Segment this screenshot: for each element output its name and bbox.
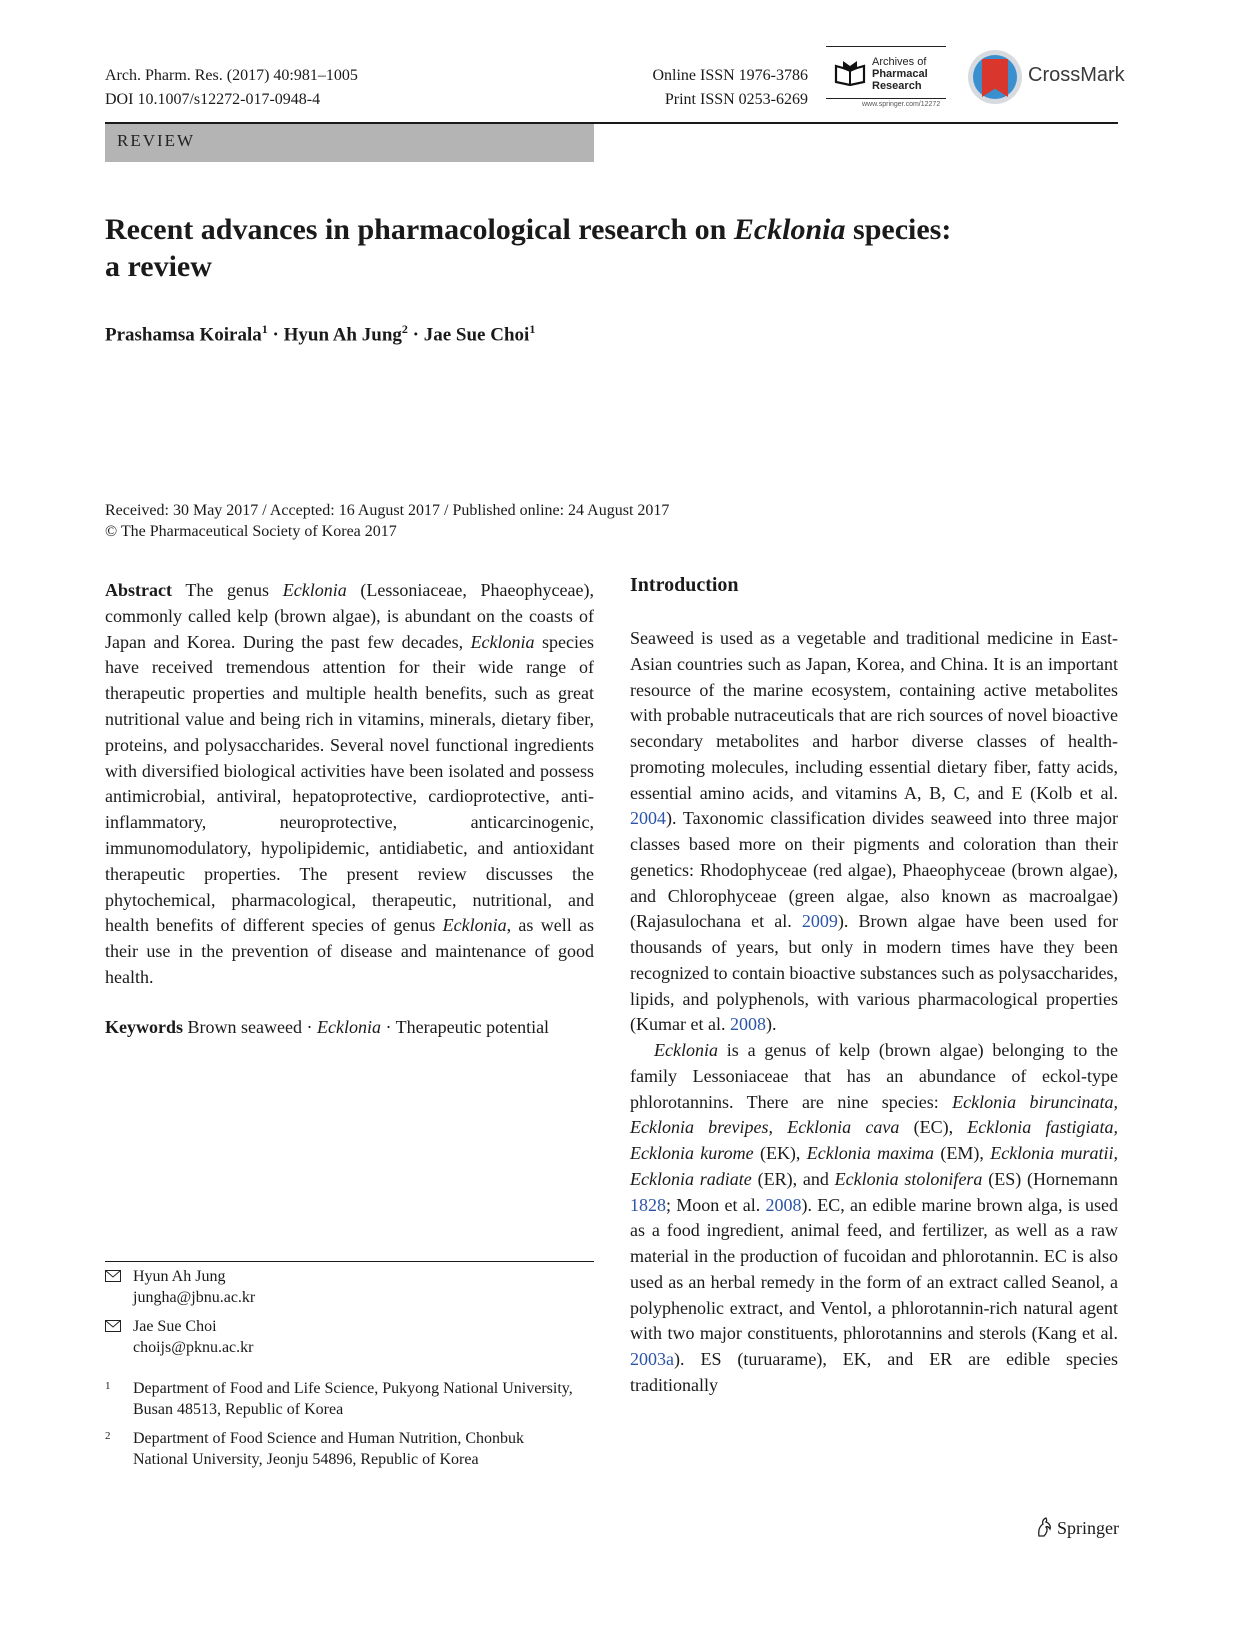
- abstract-heading: Abstract: [105, 580, 172, 600]
- citation-link[interactable]: 2008: [765, 1194, 802, 1215]
- book-icon: [834, 60, 866, 86]
- keywords-heading: Keywords: [105, 1016, 183, 1037]
- keywords: Keywords Brown seaweed · Ecklonia · Therapeutic potential: [105, 1016, 550, 1037]
- contact-name: Jae Sue Choi: [133, 1318, 217, 1335]
- affiliation-text: Department of Food Science and Human Nutrition, Chonbuk National University, Jeonju 54896, Republic of Korea: [133, 1430, 525, 1468]
- journal-logo-line2: Pharmacal: [872, 68, 928, 80]
- contact-email[interactable]: choijs@pknu.ac.kr: [133, 1339, 254, 1356]
- abstract-column: [105, 578, 594, 1041]
- paragraph: Ecklonia is a genus of kelp (brown algae) belonging to the family Lessoniaceae that has an abundance of eckol-type phlorotannins. There are nine species: Ecklonia biruncinata, Ecklonia brevipes, Ecklonia cava (EC), Ecklonia fastigiata, Ecklonia kurome (EK), Ecklonia maxima (EM), Ecklonia muratii, Ecklonia radiate (ER), and Ecklonia stolonifera (ES) (Hornemann 1828; Moon et al. 2008). EC, an edible marine brown alga, is used as a food ingredient, animal feed, and fertilizer, as well as a raw material in the production of fucoidan and phlorotannin. EC is also used as an herbal remedy in the form of an extract called Seanol, a polyphenolic extract, and Ventol, a phlorotannin-rich natural agent with two major constituents, phlorotannins and sterols (Kang et al. 2003a). ES (turuarame), EK, and ER are edible species traditionally: [630, 1040, 1119, 1395]
- journal-citation: Arch. Pharm. Res. (2017) 40:981–1005: [105, 67, 358, 84]
- crossmark-label: CrossMark: [1028, 64, 1125, 86]
- author-name[interactable]: Prashamsa Koirala: [105, 324, 262, 346]
- footnote-rule: [105, 1261, 594, 1262]
- copyright-line: © The Pharmaceutical Society of Korea 2017: [105, 523, 397, 540]
- online-issn: Online ISSN 1976-3786: [652, 67, 808, 84]
- crossmark-badge[interactable]: [968, 50, 1125, 106]
- contact-email[interactable]: jungha@jbnu.ac.kr: [133, 1289, 256, 1306]
- section-label-bar: [105, 124, 594, 162]
- publisher-name: Springer: [1057, 1518, 1119, 1538]
- envelope-icon: [105, 1320, 121, 1332]
- journal-logo-url: www.springer.com/12272: [862, 101, 941, 108]
- affiliation-text: Department of Food and Life Science, Pukyong National University, Busan 48513, Republic of Korea: [133, 1380, 573, 1418]
- paragraph: Seaweed is used as a vegetable and traditional medicine in East-Asian countries such as Japan, Korea, and China. It is an important resource of the marine ecosystem, containing active metabolites with probable nutraceuticals that are rich sources of novel bioactive secondary metabolites and harbor diverse classes of health-promoting molecules, including essential dietary fiber, fatty acids, essential amino acids, and vitamins A, B, C, and E (Kolb et al. 2004). Taxonomic classification divides seaweed into three major classes based more on their pigments and coloration than their genetics: Rhodophyceae (red algae), Phaeophyceae (brown algae), and Chlorophyceae (green algae, also known as macroalgae) (Rajasulochana et al. 2009). Brown algae have been used for thousands of years, but only in modern times have they been recognized to contain bioactive substances such as polysaccharides, lipids, and polyphenols, with various pharmacological properties (Kumar et al. 2008).: [630, 628, 1119, 1035]
- springer-horse-icon: [1035, 1517, 1053, 1537]
- section-label: REVIEW: [117, 131, 196, 150]
- publication-dates: [105, 500, 669, 542]
- introduction-body: [630, 626, 1118, 1399]
- article-title: Recent advances in pharmacological research on Ecklonia species: a review: [105, 213, 952, 283]
- print-issn: Print ISSN 0253-6269: [664, 91, 808, 108]
- author-name[interactable]: Jae Sue Choi: [423, 324, 530, 346]
- citation-link[interactable]: 2008: [729, 1014, 766, 1035]
- citation-link[interactable]: 2003a: [630, 1349, 674, 1369]
- citation-link[interactable]: 2009: [801, 911, 838, 932]
- abstract: Abstract The genus Ecklonia (Lessoniaceae, Phaeophyceae), commonly called kelp (brown algae), is abundant on the coasts of Japan and Korea. During the past few decades, Ecklonia species have received tremendous attention for their wide range of therapeutic properties and multiple health benefits, such as great nutritional value and being rich in vitamins, minerals, dietary fiber, proteins, and polysaccharides. Several novel functional ingredients with diversified biological activities have been isolated and possess antimicrobial, antiviral, hepatoprotective, cardioprotective, anti-inflammatory, neuroprotective, anticarcinogenic, immunomodulatory, hypolipidemic, antidiabetic, and antioxidant therapeutic properties. The present review discusses the phytochemical, pharmacological, therapeutic, nutritional, and health benefits of different species of genus Ecklonia, as well as their use in the prevention of disease and maintenance of good health.: [105, 580, 594, 987]
- issn-block: [630, 64, 808, 112]
- affiliation-number: 1: [105, 1380, 111, 1392]
- dates-line: Received: 30 May 2017 / Accepted: 16 August 2017 / Published online: 24 August 2017: [105, 502, 670, 519]
- contact-author: [105, 1316, 594, 1360]
- publisher-logo: [1035, 1517, 1119, 1539]
- affiliation: [105, 1378, 594, 1422]
- contact-name: Hyun Ah Jung: [133, 1268, 226, 1285]
- affiliation-number: 2: [105, 1430, 111, 1442]
- doi[interactable]: DOI 10.1007/s12272-017-0948-4: [105, 91, 321, 108]
- author-list: Prashamsa Koirala$^1$ · Hyun Ah Jung$^2$ · Jae Sue Choi$^1$: [105, 322, 536, 346]
- citation-link[interactable]: 2004: [630, 808, 666, 829]
- journal-logo[interactable]: [826, 46, 946, 112]
- contact-author: [105, 1266, 594, 1310]
- journal-logo-line3: Research: [872, 80, 922, 92]
- envelope-icon: [105, 1270, 121, 1282]
- citation-block: [105, 64, 358, 112]
- author-name[interactable]: Hyun Ah Jung: [283, 324, 402, 346]
- affiliation: [105, 1428, 594, 1472]
- citation-link[interactable]: 1828: [630, 1194, 666, 1215]
- journal-logo-line1: Archives of: [872, 56, 927, 68]
- introduction-heading: Introduction: [630, 574, 739, 596]
